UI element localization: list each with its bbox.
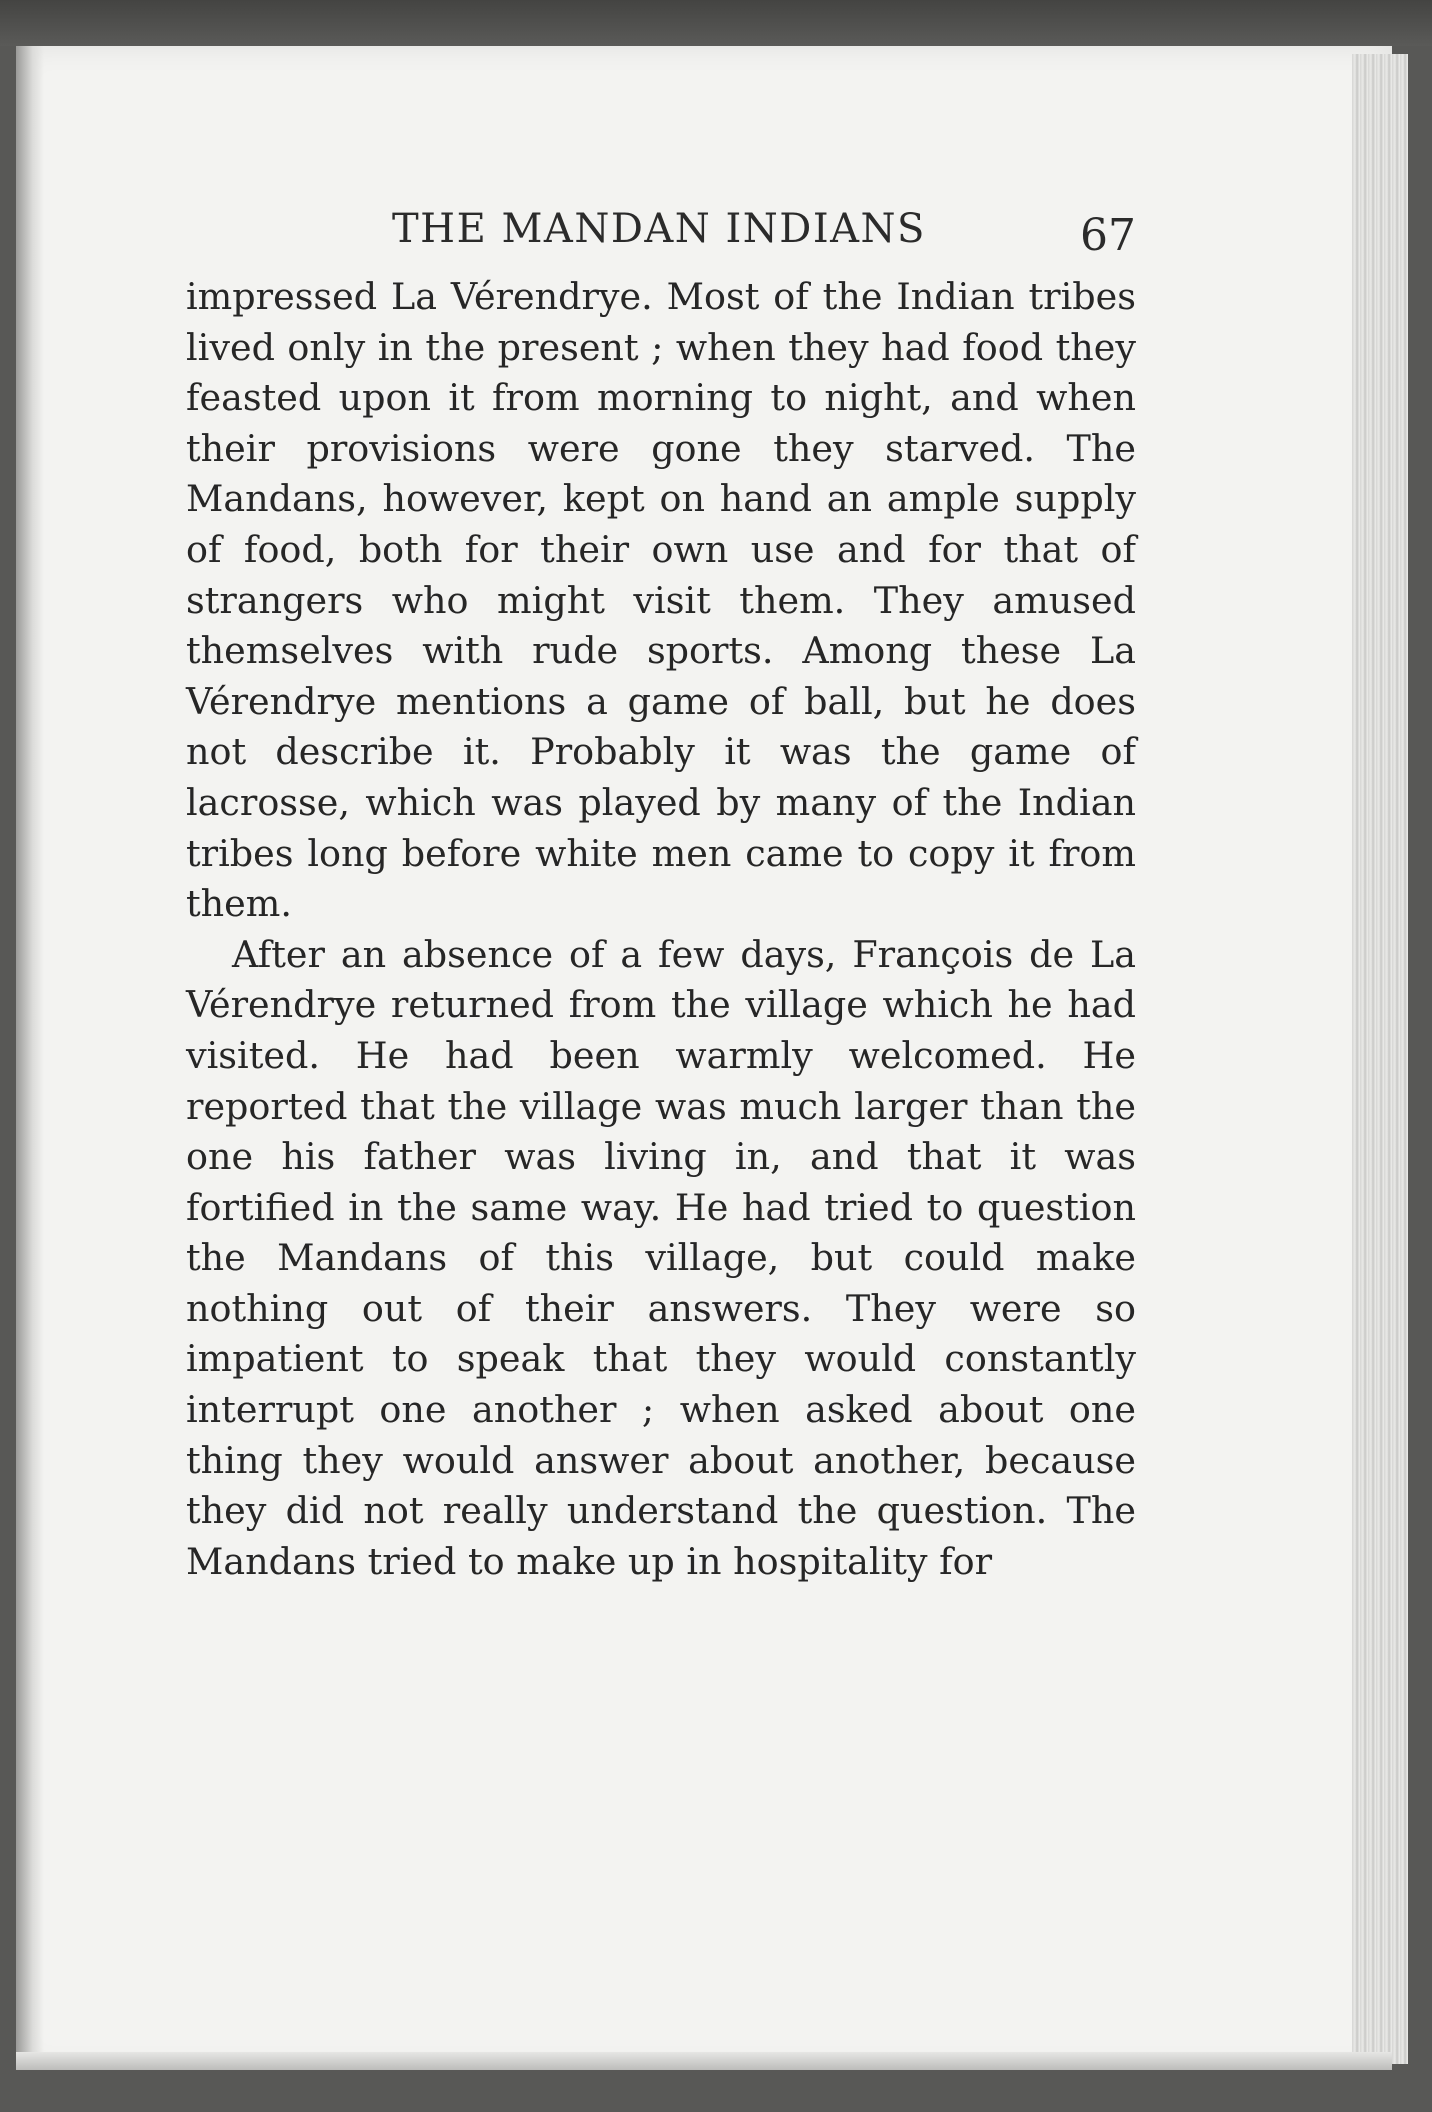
running-title: THE MANDAN INDIANS bbox=[392, 206, 926, 252]
page-edges bbox=[1352, 54, 1408, 2064]
spine-shadow bbox=[16, 46, 44, 2070]
page-bottom-edge bbox=[16, 2052, 1392, 2070]
book-page bbox=[16, 46, 1392, 2070]
scanner-border bbox=[0, 0, 1432, 46]
body-text bbox=[186, 272, 1136, 1587]
page-number: 67 bbox=[1080, 210, 1136, 261]
paragraph-continued: impressed La Vérendrye. Most of the Indian tribes lived only in the present ; when they had food they feasted upon it from morning to night, and when their provisions were gone they starved. The Mandans, however, kept on hand an ample supply of food, both for their own use and for that of strangers who might visit them. They amused themselves with rude sports. Among these La Vérendrye mentions a game of ball, but he does not describe it. Probably it was the game of lacrosse, which was played by many of the Indian tribes long before white men came to copy it from them. bbox=[186, 275, 1136, 926]
running-head bbox=[186, 206, 1136, 266]
paragraph: After an absence of a few days, François de La Vérendrye returned from the village which he had visited. He had been warmly welcomed. He reported that the village was much larger than the one his father was living in, and that it was fortified in the same way. He had tried to question the Mandans of this village, but could make nothing out of their answers. They were so impatient to speak that they would constantly interrupt one another ; when asked about one thing they would answer about another, because they did not really understand the question. The Mandans tried to make up in hospitality for bbox=[186, 932, 1136, 1583]
